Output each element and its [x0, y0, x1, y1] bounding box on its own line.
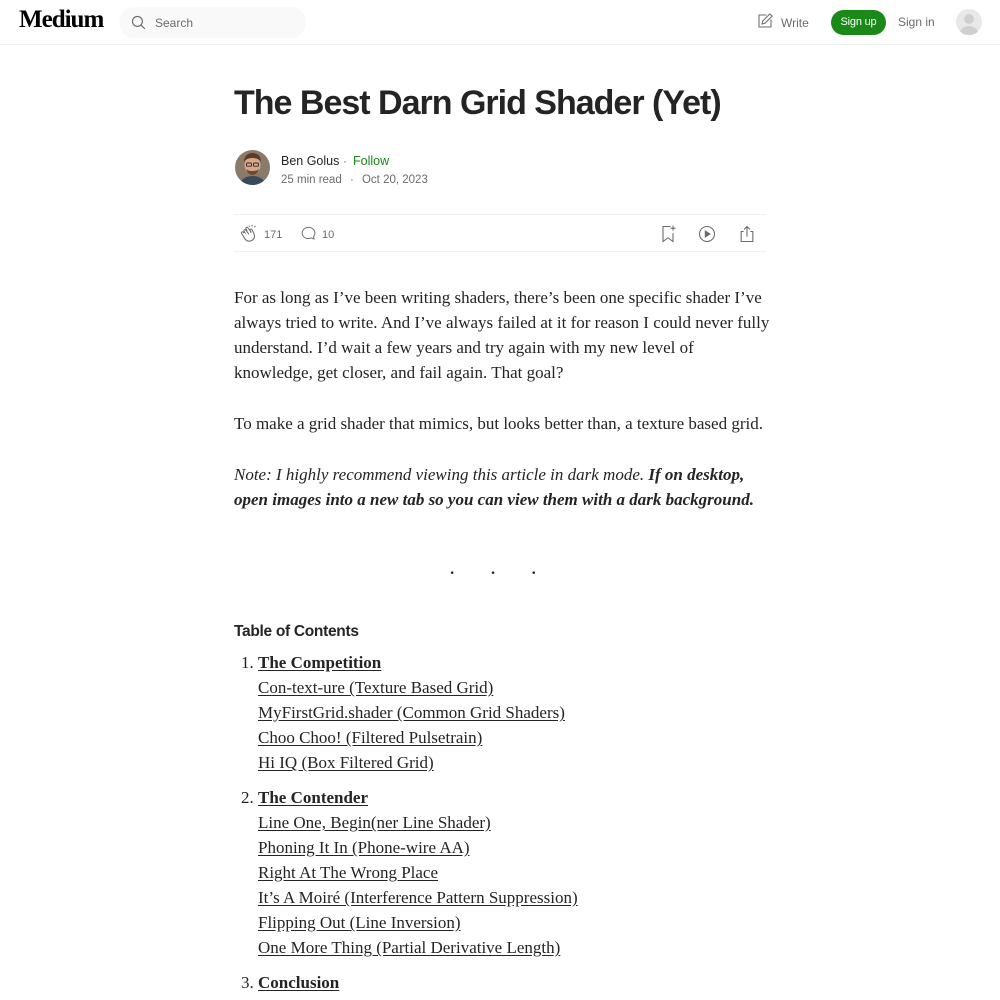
search-input[interactable] [155, 14, 295, 32]
publish-date: Oct 20, 2023 [361, 174, 428, 186]
medium-logo[interactable]: Medium [19, 6, 104, 33]
search-box[interactable] [119, 7, 306, 38]
toc-link[interactable]: Phoning It In (Phone-wire AA) [258, 838, 470, 857]
write-button[interactable] [756, 12, 809, 33]
toc-link[interactable]: Choo Choo! (Filtered Pulsetrain) [258, 728, 483, 747]
toc-number: 3. [241, 973, 254, 992]
clap-icon [240, 224, 259, 246]
write-icon [756, 12, 774, 33]
toc-number: 2. [241, 788, 254, 807]
toc-number: 1. [241, 653, 254, 672]
article-body [234, 285, 770, 538]
toc-link[interactable]: MyFirstGrid.shader (Common Grid Shaders) [258, 703, 565, 722]
top-navigation-bar [0, 0, 1000, 45]
toc-section [234, 785, 774, 960]
meta-dot: · [349, 174, 354, 186]
article-action-bar [234, 214, 766, 252]
toc-link[interactable]: The Competition [258, 653, 382, 672]
article-meta [281, 174, 428, 186]
toc-link[interactable]: The Contender [258, 788, 369, 807]
section-separator: · · · [448, 560, 552, 585]
sign-up-button[interactable]: Sign up [831, 10, 886, 35]
toc-link[interactable]: One More Thing (Partial Derivative Length) [258, 938, 561, 957]
toc-link[interactable]: Right At The Wrong Place [258, 863, 439, 882]
separator-dot: · [343, 154, 347, 168]
bookmark-button[interactable] [658, 224, 678, 244]
response-count: 10 [322, 228, 335, 241]
comment-icon [299, 224, 317, 245]
play-icon [697, 231, 717, 248]
read-time: 25 min read [281, 174, 342, 186]
toc-link[interactable]: It’s A Moiré (Interference Pattern Suppression) [258, 888, 578, 907]
write-label: Write [781, 15, 809, 30]
responses-button[interactable] [299, 224, 334, 245]
author-name[interactable]: Ben Golus [281, 154, 340, 168]
note-italic: Note: I highly recommend viewing this article in dark mode. [234, 465, 645, 484]
toc-link[interactable]: Line One, Begin(ner Line Shader) [258, 813, 491, 832]
toc-link[interactable]: Con-text-ure (Texture Based Grid) [258, 678, 494, 697]
paragraph: For as long as I’ve been writing shaders, there’s been one specific shader I’ve always tried to write. And I’ve always failed at it for reason I could never fully understand. I’d wait a few years and try again with my new level of knowledge, get closer, and fail again. That goal? [234, 288, 770, 382]
listen-button[interactable] [697, 224, 717, 244]
author-avatar[interactable] [235, 150, 270, 185]
toc-link[interactable]: Conclusion [258, 973, 340, 992]
toc-section [234, 650, 774, 775]
paragraph: To make a grid shader that mimics, but looks better than, a texture based grid. [234, 414, 763, 433]
sign-in-link[interactable]: Sign in [898, 15, 935, 29]
user-avatar[interactable] [956, 9, 982, 35]
note-paragraph [234, 462, 770, 512]
note-bold-italic: If on desktop, open images into a new tab so you can view them with a dark background. [234, 465, 754, 509]
article-title: The Best Darn Grid Shader (Yet) [234, 84, 721, 122]
bookmark-add-icon [658, 231, 678, 248]
toc-title: Table of Contents [234, 623, 359, 640]
toc-link[interactable]: Flipping Out (Line Inversion) [258, 913, 461, 932]
toc-section [234, 970, 774, 995]
follow-button[interactable]: Follow [353, 154, 390, 168]
toc-link[interactable]: Hi IQ (Box Filtered Grid) [258, 753, 434, 772]
table-of-contents [234, 650, 774, 1000]
clap-count: 171 [264, 229, 283, 241]
clap-button[interactable] [240, 224, 282, 246]
share-button[interactable] [737, 224, 757, 244]
share-icon [737, 231, 757, 248]
search-icon [130, 14, 147, 36]
